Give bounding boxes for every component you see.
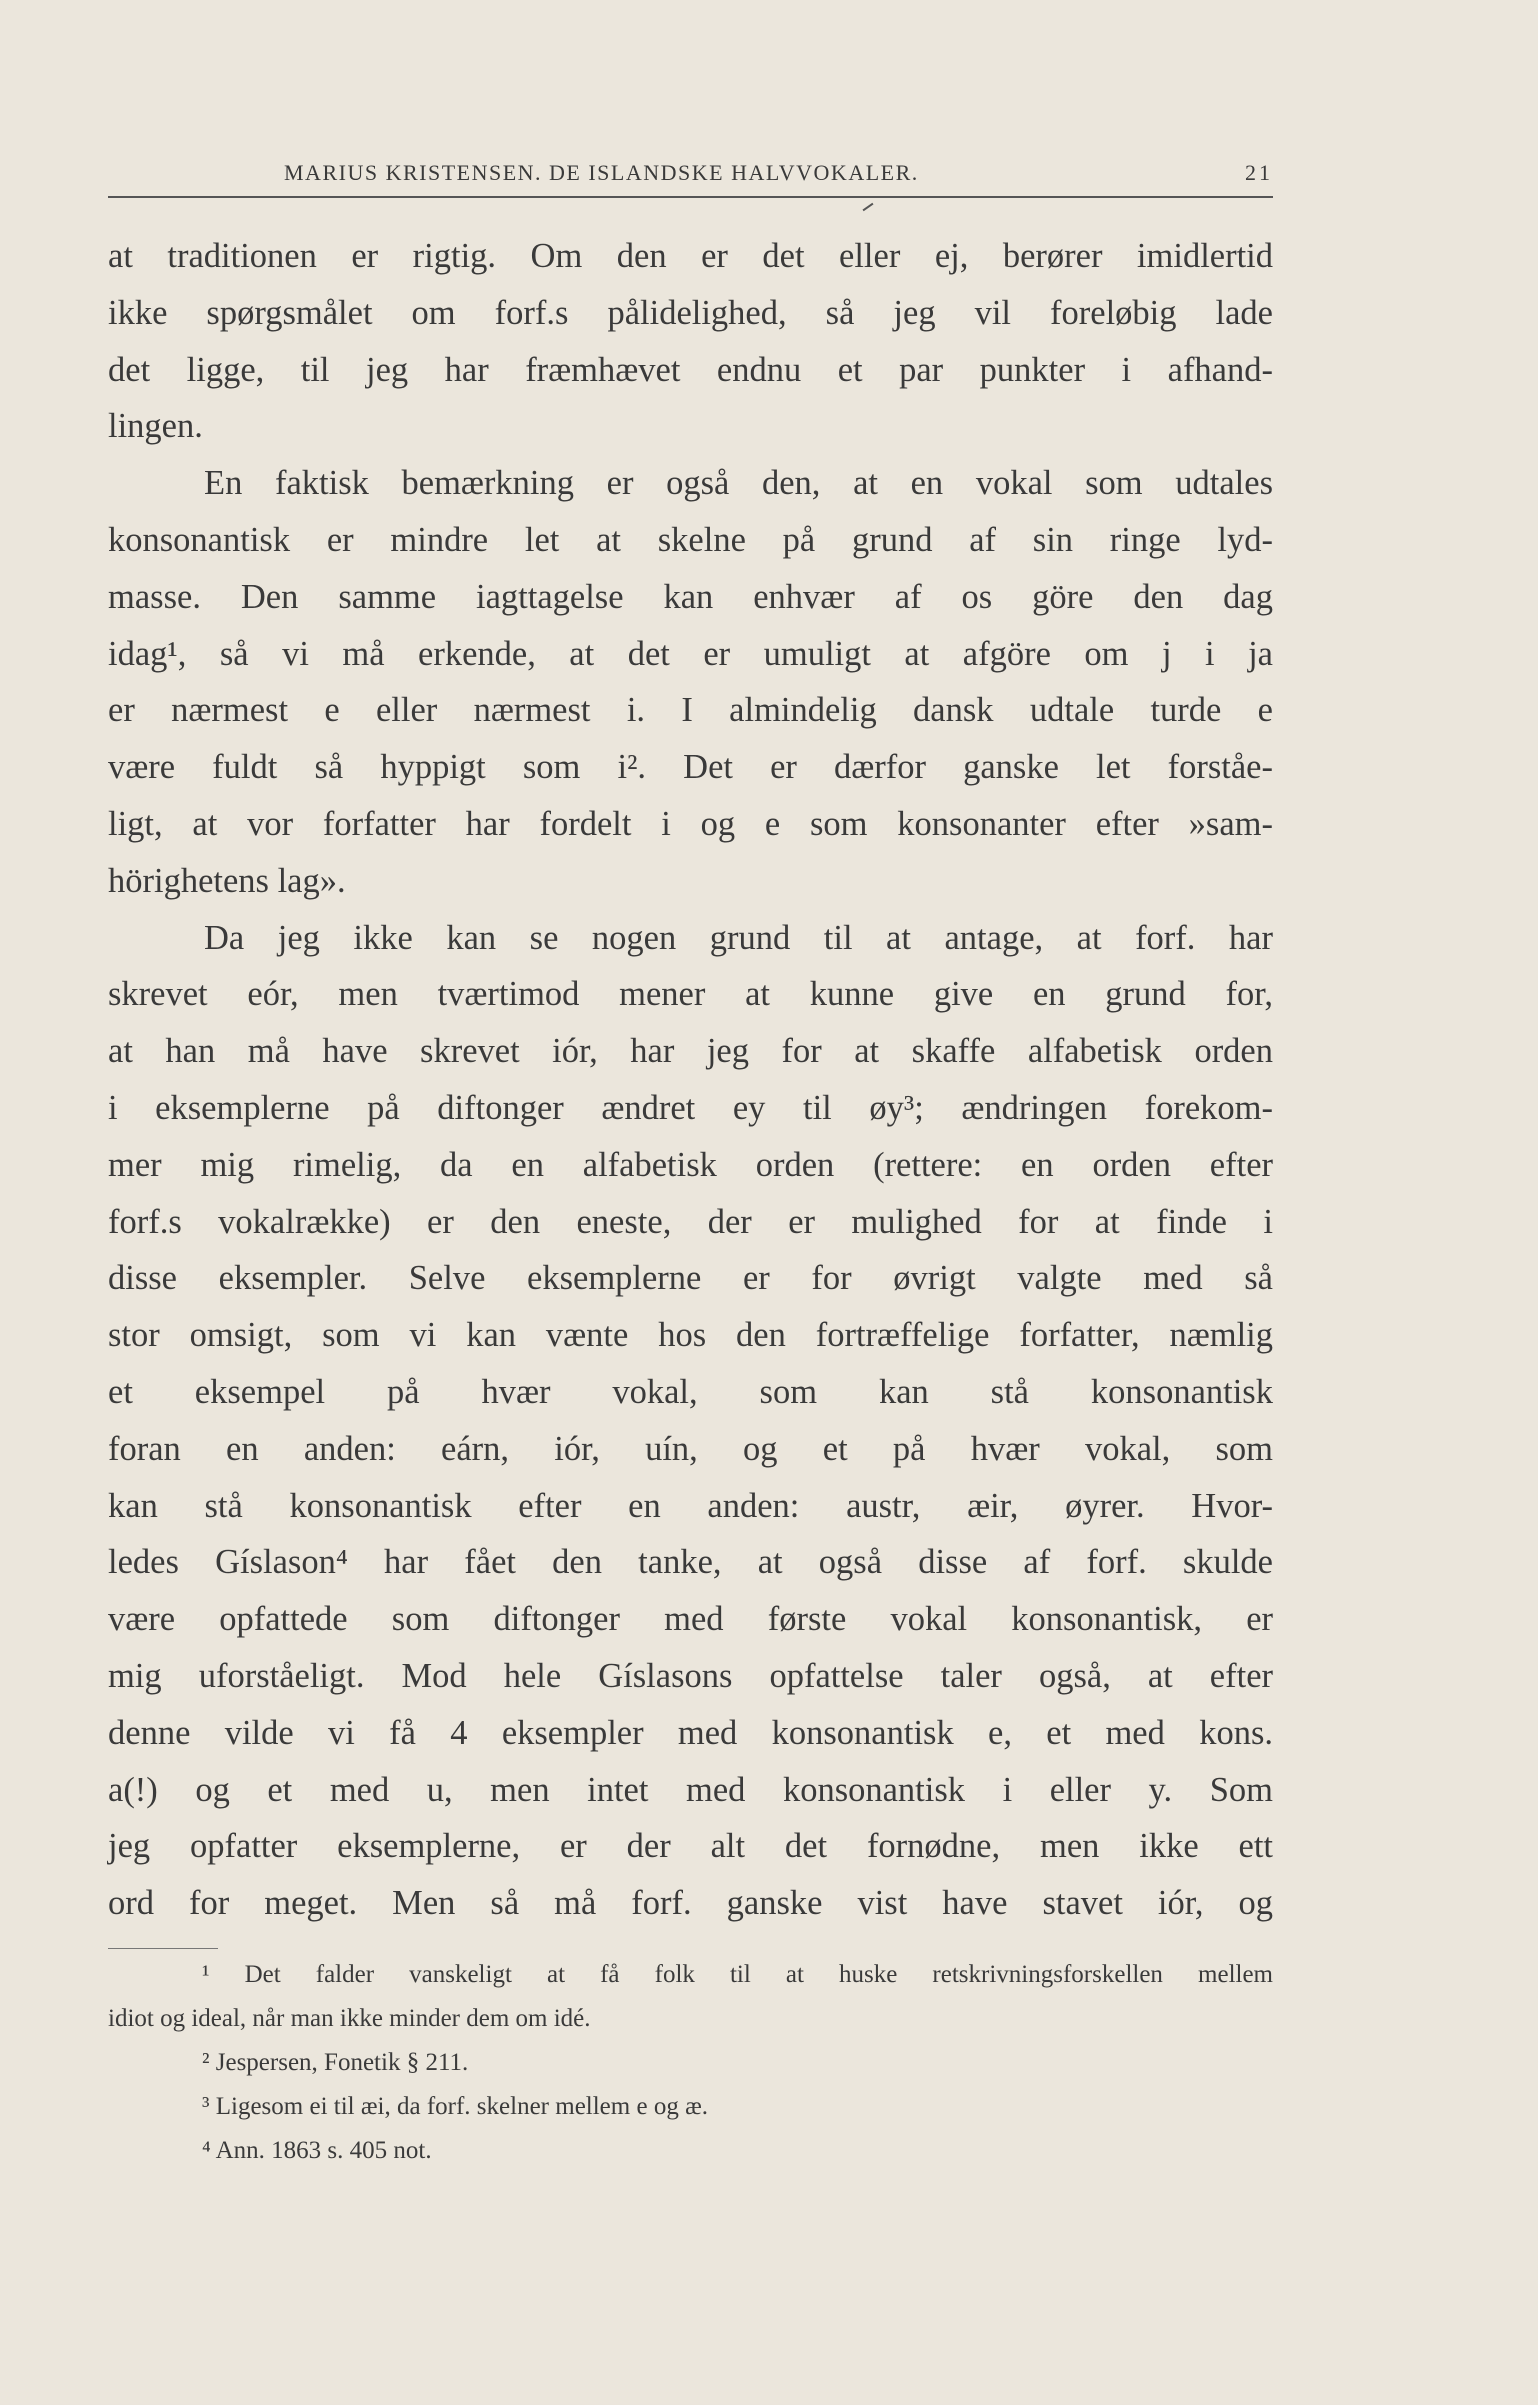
text-line: hörighetens lag». [108,861,346,900]
page-number: 21 [1245,160,1273,185]
text-line: være opfattede som diftonger med første vokal konsonantisk, er [108,1600,1273,1639]
text-line: det ligge, til jeg har fræmhævet endnu et par punkter i afhand- [108,350,1273,389]
text-line: idag¹, så vi må erkende, at det er umuligt at afgöre om j i ja [108,634,1273,673]
text-line: i eksemplerne på diftonger ændret ey til øy³; ændringen forekom- [108,1088,1273,1127]
text-line: ikke spørgsmålet om forf.s pålidelighed, så jeg vil foreløbig lade [108,293,1273,332]
text-line: mig uforståeligt. Mod hele Gíslasons opfattelse taler også, at efter [108,1656,1273,1695]
body-text [108,228,1273,1932]
text-line: mer mig rimelig, da en alfabetisk orden (rettere: en orden efter [108,1145,1273,1184]
text-line: ligt, at vor forfatter har fordelt i og e som konsonanter efter »sam- [108,804,1273,843]
text-line: foran en anden: eárn, iór, uín, og et på hvær vokal, som [108,1429,1273,1468]
text-line: a(!) og et med u, men intet med konsonantisk i eller y. Som [108,1770,1273,1809]
text-line: forf.s vokalrække) er den eneste, der er mulighed for at finde i [108,1202,1273,1241]
text-line: ledes Gíslason⁴ har fået den tanke, at også disse af forf. skulde [108,1543,1273,1582]
footnote-line: ³ Ligesom ei til æi, da forf. skelner mellem e og æ. [202,2093,708,2120]
text-line: denne vilde vi få 4 eksempler med konsonantisk e, et med kons. [108,1713,1273,1752]
text-line: disse eksempler. Selve eksemplerne er for øvrigt valgte med så [108,1259,1273,1298]
text-line: kan stå konsonantisk efter en anden: austr, æir, øyrer. Hvor- [108,1486,1273,1525]
text-line: at han må have skrevet iór, har jeg for at skaffe alfabetisk orden [108,1032,1273,1071]
print-mark [863,203,874,212]
text-line: ord for meget. Men så må forf. ganske vist have stavet iór, og [108,1884,1273,1923]
text-line: at traditionen er rigtig. Om den er det eller ej, berører imidlertid [108,237,1273,275]
text-line: et eksempel på hvær vokal, som kan stå konsonantisk [108,1372,1273,1411]
text-line: En faktisk bemærkning er også den, at en vokal som udtales [204,464,1273,503]
text-line: jeg opfatter eksemplerne, er der alt det fornødne, men ikke ett [108,1827,1273,1866]
text-line: stor omsigt, som vi kan vænte hos den fortræffelige forfatter, næmlig [108,1316,1273,1355]
text-line: masse. Den samme iagttagelse kan enhvær af os göre den dag [108,577,1273,616]
running-title: MARIUS KRISTENSEN. DE ISLANDSKE HALVVOKALER. [284,160,919,185]
footnote-line: ¹ Det falder vanskeligt at få folk til at huske retskrivningsforskellen mellem [202,1961,1273,1988]
footnote-line: idiot og ideal, når man ikke minder dem om idé. [108,2005,591,2032]
text-line: er nærmest e eller nærmest i. I almindelig dansk udtale turde e [108,691,1273,730]
running-header [108,156,1273,198]
text-line: være fuldt så hyppigt som i². Det er dærfor ganske let forståe- [108,748,1273,787]
footnote-line: ⁴ Ann. 1863 s. 405 not. [202,2137,432,2164]
footnote-line: ² Jespersen, Fonetik § 211. [202,2049,469,2076]
footnotes [108,1948,1273,2173]
footnote-rule [108,1948,218,1949]
text-line: konsonantisk er mindre let at skelne på grund af sin ringe lyd- [108,520,1273,559]
text-line: Da jeg ikke kan se nogen grund til at antage, at forf. har [204,918,1273,957]
text-line: skrevet eór, men tværtimod mener at kunne give en grund for, [108,975,1273,1014]
text-line: lingen. [108,407,203,446]
